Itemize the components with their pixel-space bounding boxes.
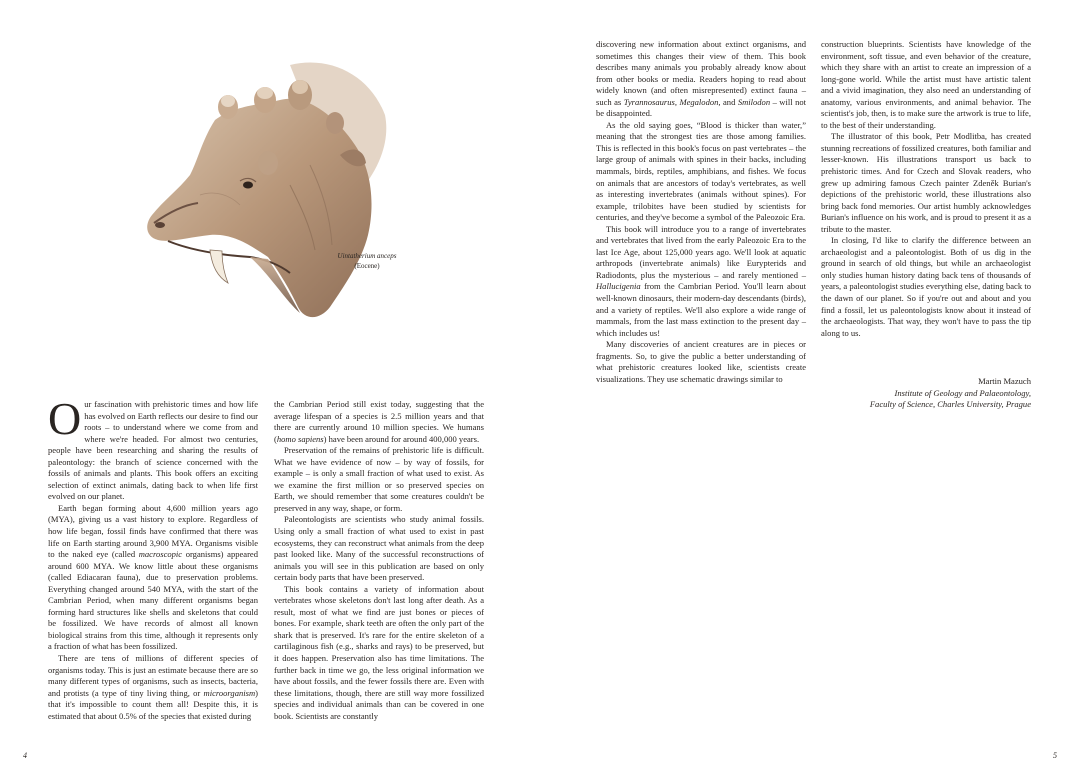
paragraph-text: Earth began forming about 4,600 million years ago (MYA), giving us a vast history to explore. Regardless of how life began, fossil finds have confirmed that there was life on Earth starting around 3,900 MYA. Organisms visible to the naked eye (called (48, 502, 258, 560)
illustration-caption (322, 252, 412, 271)
paragraph (274, 399, 484, 445)
paragraph-text: There are tens of millions of different species of organisms today. This is just an estimate because there are so many different types of organisms, such as insects, bacteria, and protists (a type of tiny living thing, or (48, 653, 258, 698)
text-column-1 (48, 393, 258, 722)
paragraph-text: This book will introduce you to a range of invertebrates and vertebrates that lived from the early Paleozoic Era to the last Ice Age, about 125,000 years ago. We'll look at aquatic arthropods (invertebrate animals) like Eurypterids and Radiodonts, plus the mysterious – and rarely mentioned – (596, 223, 806, 280)
paragraph: This book contains a variety of information about vertebrates whose skeletons don't last long after death. As a result, most of what we find are just bones or pieces of bones. For example, shark teeth are often the only part of the shark that is preserved. It's rare for the entire skeleton of a cartilaginous fish (e.g., sharks and rays) to be preserved, but it does happen. Preservation also has time limitations. The further back in time we go, the less original information we have about fossils, and the fewer fossils there are. Even with these limitations, though, there are still way more fossilized species and individual animals than can be covered in one book. Scientists are constantly (274, 583, 484, 721)
text-column-4 (821, 39, 1031, 339)
italic-term: Megalodon (679, 96, 719, 107)
paragraph-text: ur fascination with prehistoric times and how life has evolved on Earth reflects our desire to find our roots – to understand where we come from and where we're headed. For almost two centuries, people have been researching and sharing the results of paleontology: the branch of science concerned with the fossils of animals and plants. This book offers an exciting selection of extinct animals, dating back to when life first evolved on our planet. (48, 399, 258, 502)
caption-period: (Eocene) (354, 261, 380, 270)
paragraph-text: ) that it's impossible to count them all! Despite this, it is estimated that about 0.5% of the species that existed during (48, 687, 258, 721)
paragraph: Preservation of the remains of prehistoric life is difficult. What we have evidence of now – by way of fossils, for example – is only a small fraction of what used to exist. As we examine the first million or so preserved species on Earth, we should remember that some creatures couldn't be preserved in any way, shape, or form. (274, 445, 484, 513)
paragraph: The illustrator of this book, Petr Modlitba, has created stunning recreations of fossilized creatures, both familiar and lesser-known. His illustrations transport us back to prehistoric times. And for Czech and Slovak readers, who grew up admiring famous Czech painter Zdeněk Burian's depictions of the prehistoric world, these illustrations also bring back fond memories. Our artist humbly acknowledges Burian's influence on his work, and is proud to present it as a tribute to the master. (821, 131, 1031, 234)
author-signature (821, 376, 1031, 411)
paragraph-text: – will not be disappointed. (596, 96, 806, 119)
author-institution-line2: Faculty of Science, Charles University, Prague (869, 399, 1031, 409)
italic-term: microorganism (203, 687, 256, 698)
paragraph-text: organisms) appeared around 600 MYA. We know little about these organisms (called Ediacaran fauna), due to preservation problems. Everything changed around 540 MYA, with the start of the Cambrian Period, when many different organisms began forming hard structures like shells and skeletons that could be fossilized. We have records of almost all known biological strains from this time, although it represents only a fraction of what has been fossilized. (48, 549, 258, 652)
paragraph (596, 224, 806, 339)
paragraph: Many discoveries of ancient creatures are in pieces or fragments. So, to give the public a better understanding of what prehistoric creatures looked like, scientists create visualizations. They use schematic drawings similar to (596, 339, 806, 384)
paragraph: In closing, I'd like to clarify the difference between an archaeologist and a paleontologist. Both of us dig in the ground in search of old things, but while an archaeologist only studies human history dating back tens of thousands of years, a paleontologist studies everything else, dating back to the dawn of our planet. So if you're out and about and you find a fossil, let us paleontologists know about it instead of the archaeologists. That way, they won't have to pass the tip along to us. (821, 235, 1031, 338)
drop-cap: O (48, 393, 82, 444)
paragraph-text: , and (718, 96, 738, 107)
italic-term: Tyrannosaurus (623, 96, 675, 107)
paragraph-text: discovering new information about extinct organisms, and sometimes this changes their view of them. This book describes many animals you probably already know about from other books or media. Readers hoping to read about widely known (and often misrepresented) extinct fauna – such as (596, 39, 806, 107)
paragraph (48, 503, 258, 653)
paragraph (596, 39, 806, 120)
page-number-left: 4 (23, 751, 27, 760)
paragraph (48, 393, 258, 503)
paragraph-text: , (674, 96, 680, 107)
italic-term: homo sapiens (276, 433, 324, 444)
italic-term: Hallucigenia (596, 281, 641, 292)
caption-species: Uintatherium anceps (337, 252, 397, 260)
paragraph: construction blueprints. Scientists have knowledge of the environment, soft tissue, and even behavior of the creature, which they share with an artist to create an impression of a long-gone world. While the artist must have artistic talent and a vivid imagination, they also need an understanding of anatomy, various environments, and animal behavior. The scientist's job, then, is to make sure the artwork is true to life, to the best of their understanding. (821, 39, 1031, 130)
paragraph-text: from the Cambrian Period. You'll learn about well-known dinosaurs, their modern-day descendants (birds), and a variety of reptiles. We'll also explore a wide range of mammals, from the last mass extinction to the present day – which includes us! (596, 281, 806, 338)
paragraph: As the old saying goes, “Blood is thicker than water,” meaning that the strongest ties are those among families. This is reflected in this book's focus on past vertebrates – the large group of animals with spines in their backs, including mammals, birds, reptiles, amphibians, and fishes. We focus on animals that are ancestors of today's vertebrates, as well as interesting invertebrates (animals without spines). For example, trilobites have been studied by scientists for centuries, and they've become a symbol of the Paleozoic Era. (596, 119, 806, 223)
author-institution-line1: Institute of Geology and Palaeontology, (894, 387, 1031, 398)
text-column-2 (274, 399, 484, 722)
italic-term: Smilodon (737, 96, 771, 107)
paragraph-text: the Cambrian Period still exist today, suggesting that the average lifespan of a species is 2.5 million years and that there are currently around 10 million species. We humans ( (274, 399, 484, 444)
uintatherium-illustration (140, 45, 395, 325)
text-column-3 (596, 39, 806, 385)
italic-term: macroscopic (138, 549, 183, 560)
paragraph: Paleontologists are scientists who study animal fossils. Using only a small fraction of what used to exist in past ecosystems, they can reconstruct what animals from the deep past looked like. Many of the successful reconstructions of animals you will see in this publication are based on only certain body parts that have been preserved. (274, 514, 484, 583)
paragraph-text: ) have been around for around 400,000 years. (323, 433, 480, 444)
paragraph (48, 653, 258, 722)
page-number-right: 5 (1053, 751, 1057, 760)
author-name: Martin Mazuch (978, 376, 1031, 386)
